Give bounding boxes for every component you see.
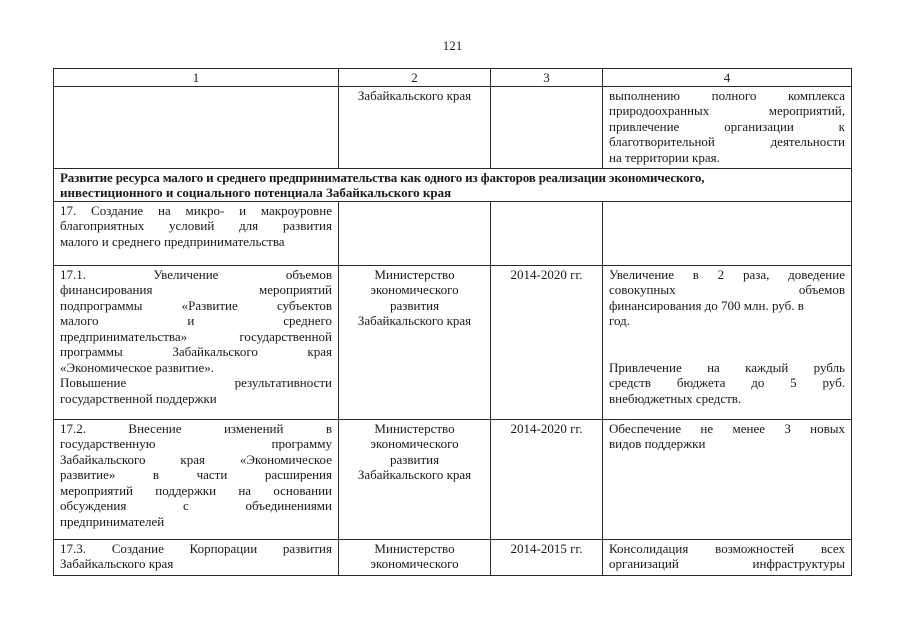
cell-line: мероприятий поддержки на основании — [60, 482, 332, 498]
cell-line: Забайкальского края — [357, 467, 472, 482]
cell-responsible — [339, 419, 491, 539]
cell-line: малого и среднего — [60, 313, 332, 328]
cell-line: 17.1. Увеличение объемов — [60, 266, 332, 282]
cell-line: 17.3. Создание Корпорации развития — [60, 540, 332, 556]
cell-spacer — [609, 344, 845, 360]
cell-line: Обеспечение не менее 3 новых — [609, 420, 845, 436]
cell-measure — [54, 539, 339, 575]
column-number: 2 — [339, 69, 491, 87]
cell-line: выполнению полного комплекса — [609, 87, 845, 103]
cell-measure — [54, 201, 339, 265]
cell-period: 2014-2020 гг. — [491, 265, 603, 419]
cell-line: Министерство — [374, 540, 455, 556]
section-header — [54, 168, 852, 201]
cell-line: экономического — [370, 556, 459, 571]
cell-line: программы Забайкальского края — [60, 344, 332, 359]
cell-line: развития — [389, 297, 440, 313]
column-number: 1 — [54, 69, 339, 87]
cell-line: благоприятных условий для развития — [60, 218, 332, 233]
cell-period: 2014-2015 гг. — [491, 539, 603, 575]
cell-measure — [54, 86, 339, 168]
cell-line: 17. Создание на микро- и макроуровне — [60, 202, 332, 218]
cell-line: государственную программу — [60, 436, 332, 451]
cell-line: Увеличение в 2 раза, доведение — [609, 266, 845, 282]
cell-result — [603, 419, 852, 539]
cell-line: организаций инфраструктуры — [609, 556, 845, 571]
cell-line: Повышение результативности — [60, 375, 332, 390]
table-row — [54, 539, 852, 575]
table-row — [54, 419, 852, 539]
cell-line: предпринимательства» государственной — [60, 328, 332, 344]
cell-line: малого и среднего предпринимательства — [60, 233, 285, 249]
cell-result — [603, 265, 852, 419]
cell-text: Забайкальского края — [357, 87, 472, 103]
section-header-line: Развитие ресурса малого и среднего предпринимательства как одного из факторов реализации экономического, — [60, 169, 705, 185]
cell-line: подпрограммы «Развитие субъектов — [60, 297, 332, 313]
cell-line: развитие» в части расширения — [60, 467, 332, 482]
cell-line: Забайкальского края «Экономическое — [60, 451, 332, 467]
cell-line: видов поддержки — [609, 436, 706, 451]
cell-line: обсуждения с объединениями — [60, 498, 332, 513]
continuation-row — [54, 86, 852, 168]
cell-line: экономического — [370, 282, 459, 297]
cell-line: государственной поддержки — [60, 390, 217, 406]
column-number: 3 — [491, 69, 603, 87]
cell-responsible — [339, 86, 491, 168]
cell-result — [603, 539, 852, 575]
cell-line: привлечение организации к — [609, 118, 845, 134]
cell-line: год. — [609, 313, 630, 328]
cell-line: благотворительной деятельности — [609, 134, 845, 149]
cell-spacer — [609, 329, 845, 345]
cell-line: средств бюджета до 5 руб. — [609, 375, 845, 390]
cell-line: Министерство — [374, 266, 455, 282]
measures-table — [53, 68, 852, 576]
cell-responsible — [339, 201, 491, 265]
cell-result — [603, 86, 852, 168]
section-header-line: инвестиционного и социального потенциала Забайкальского края — [60, 185, 452, 200]
cell-responsible — [339, 265, 491, 419]
cell-line: природоохранных мероприятий, — [609, 103, 845, 118]
cell-line: развития — [389, 451, 440, 467]
cell-line: экономического — [370, 436, 459, 451]
cell-line: предпринимателей — [60, 513, 165, 529]
cell-line: Привлечение на каждый рубль — [609, 359, 845, 375]
cell-line: Забайкальского края — [60, 556, 174, 571]
cell-line: на территории края. — [609, 149, 720, 165]
cell-period — [491, 86, 603, 168]
section-header-row — [54, 168, 852, 201]
cell-line: финансирования мероприятий — [60, 282, 332, 297]
cell-line: Консолидация возможностей всех — [609, 540, 845, 556]
table-row — [54, 201, 852, 265]
page-number: 121 — [442, 38, 463, 53]
cell-line: Министерство — [374, 420, 455, 436]
cell-measure — [54, 419, 339, 539]
table-row — [54, 265, 852, 419]
cell-period: 2014-2020 гг. — [491, 419, 603, 539]
cell-line: «Экономическое развитие». — [60, 359, 215, 375]
cell-line: Забайкальского края — [357, 313, 472, 328]
cell-line: совокупных объемов — [609, 282, 845, 297]
cell-responsible — [339, 539, 491, 575]
column-number: 4 — [603, 69, 852, 87]
column-numbers-row — [54, 69, 852, 87]
cell-line: 17.2. Внесение изменений в — [60, 420, 332, 436]
cell-measure — [54, 265, 339, 419]
cell-line: финансирования до 700 млн. руб. в — [609, 297, 804, 313]
cell-period — [491, 201, 603, 265]
cell-line: внебюджетных средств. — [609, 390, 742, 406]
cell-result — [603, 201, 852, 265]
